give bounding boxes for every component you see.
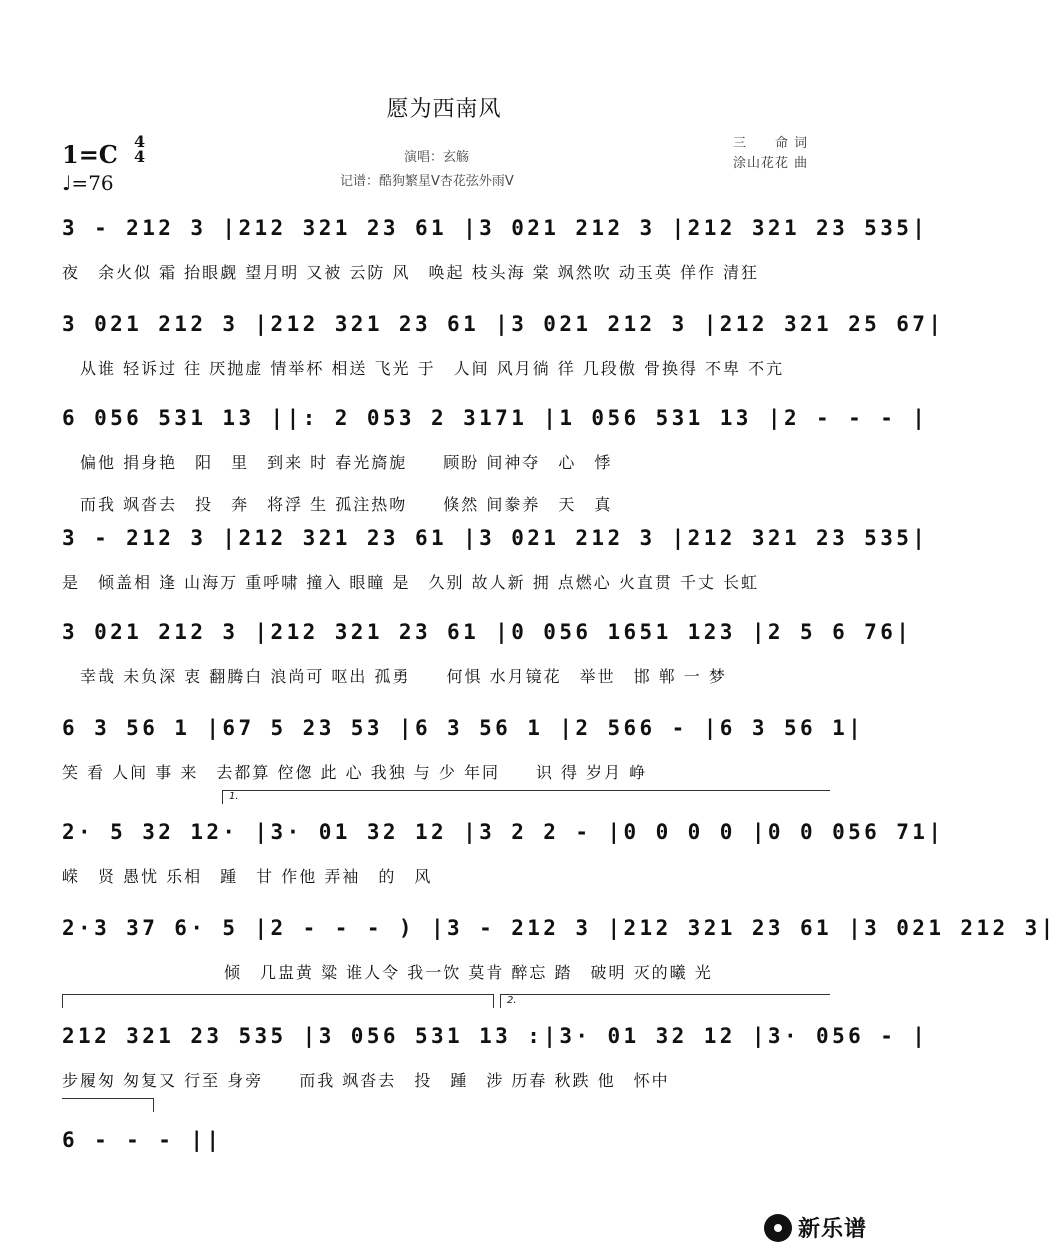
- notation-line: 6 - - - ||: [62, 1128, 223, 1152]
- notation-line: 3 021 212 3 |212 321 23 61 |3 021 212 3 |212 321 25 67|: [62, 312, 945, 336]
- notation-line: 212 321 23 535 |3 056 531 13 :|3· 01 32 12 |3· 056 - |: [62, 1024, 929, 1048]
- notation-line: 6 056 531 13 ||: 2 053 2 3171 |1 056 531 13 |2 - - - |: [62, 406, 929, 430]
- singer-credit: 演唱：玄觞: [404, 150, 470, 165]
- lyric-line: 步履匆 匆复又 行至 身旁 而我 飒沓去 投 踵 涉 历春 秋跌 他 怀中: [62, 1071, 670, 1090]
- notation-line: 3 - 212 3 |212 321 23 61 |3 021 212 3 |212 321 23 535|: [62, 216, 929, 240]
- first-ending-bracket: 1.: [222, 790, 830, 804]
- key-and-tempo: [62, 132, 146, 195]
- music-disc-icon: [764, 1214, 792, 1242]
- song-title: 愿为西南风: [386, 97, 502, 122]
- lyric-line: 笑 看 人间 事 来 去都算 倥偬 此 心 我独 与 少 年同 识 得 岁月 峥: [62, 763, 648, 782]
- second-ending-bracket-continued: [62, 1098, 154, 1112]
- lyric-line: 嵘 贤 愚忧 乐相 踵 甘 作他 弄袖 的 风: [62, 867, 433, 886]
- notation-line: 3 - 212 3 |212 321 23 61 |3 021 212 3 |212 321 23 535|: [62, 526, 929, 550]
- performance-credits: [340, 146, 514, 194]
- first-ending-bracket-continued: [62, 994, 494, 1008]
- time-signature-bottom: 4: [134, 147, 146, 166]
- time-signature-top: 4: [134, 132, 146, 151]
- notation-line: 6 3 56 1 |67 5 23 53 |6 3 56 1 |2 566 - |6 3 56 1|: [62, 716, 865, 740]
- notation-line: 3 021 212 3 |212 321 23 61 |0 056 1651 123 |2 5 6 76|: [62, 620, 913, 644]
- lyric-line: 是 倾盖相 逢 山海万 重呼啸 撞入 眼瞳 是 久别 故人新 拥 点燃心 火直贯 千丈 长虹: [62, 573, 760, 592]
- author-credits: [733, 134, 808, 174]
- watermark-text: 新乐谱: [798, 1217, 868, 1242]
- transcriber-credit: 记谱：酷狗繁星V杏花弦外雨V: [340, 174, 514, 189]
- lyric-line: 从谁 轻诉过 往 厌抛虚 情举杯 相送 飞光 于 人间 风月徜 徉 几段傲 骨换得 不卑 不亢: [62, 359, 785, 378]
- lyric-line: 夜 余火似 霜 抬眼觑 望月明 又被 云防 风 唤起 枝头海 棠 飒然吹 动玉英 佯作 清狂: [62, 263, 760, 282]
- composer-credit: 涂山花花 曲: [733, 156, 809, 171]
- notation-line: 2·3 37 6· 5 |2 - - - ) |3 - 212 3 |212 321 23 61 |3 021 212 3|: [62, 916, 1057, 940]
- lyricist-credit: 三 命 词: [733, 136, 809, 151]
- lyric-line: 倾 几盅黄 粱 谁人令 我一饮 莫肯 醉忘 踏 破明 灭的曦 光: [62, 963, 713, 982]
- site-watermark: [764, 1212, 867, 1243]
- second-ending-bracket: 2.: [500, 994, 830, 1008]
- tempo-marking: ♩=76: [62, 171, 114, 195]
- time-signature: [134, 134, 145, 164]
- lyric-line-verse-2: 而我 飒沓去 投 奔 将浮 生 孤注热吻 倏然 间豢养 天 真: [62, 495, 613, 514]
- lyric-line: 幸哉 未负深 衷 翻腾白 浪尚可 呕出 孤勇 何惧 水月镜花 举世 邯 郸 一 梦: [62, 667, 727, 686]
- lyric-line-verse-1: 偏他 捐身艳 阳 里 到来 时 春光旖旎 顾盼 间神夺 心 悸: [62, 453, 613, 472]
- key-signature: 1=C: [62, 140, 118, 169]
- notation-line: 2· 5 32 12· |3· 01 32 12 |3 2 2 - |0 0 0 0 |0 0 056 71|: [62, 820, 945, 844]
